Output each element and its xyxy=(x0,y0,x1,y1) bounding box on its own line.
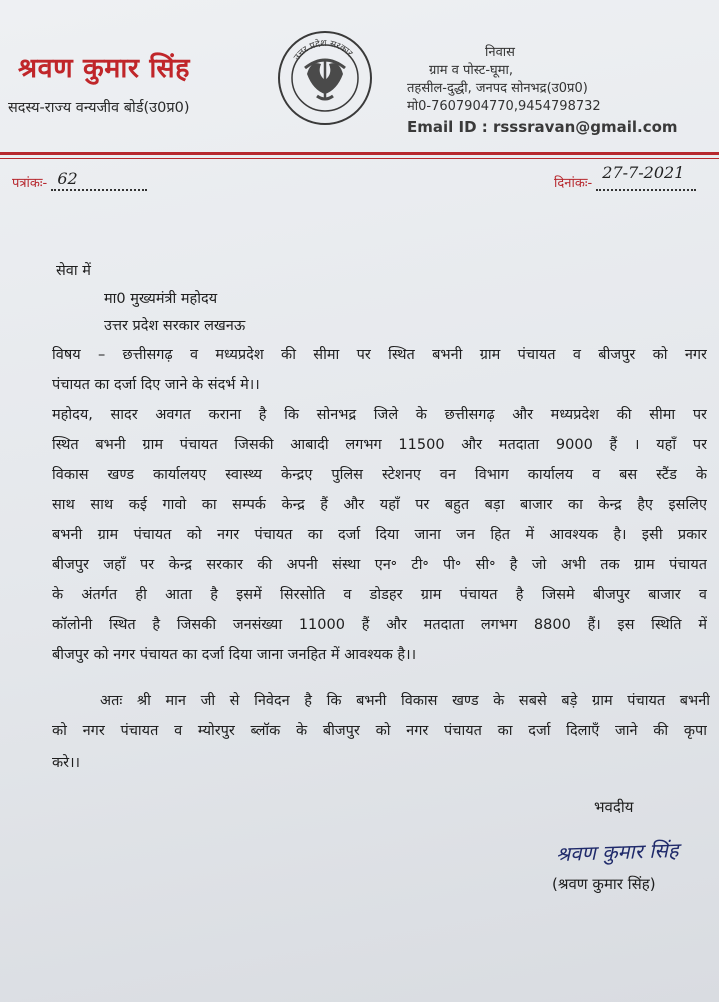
body-line: करे।। xyxy=(52,755,81,771)
signatory-name: (श्रवण कुमार सिंह) xyxy=(552,875,656,893)
reference-value: 62 xyxy=(57,169,78,188)
residence-heading: निवास xyxy=(485,45,515,60)
addressee-line-2: उत्तर प्रदेश सरकार लखनऊ xyxy=(104,318,246,334)
date-value: 27-7-2021 xyxy=(602,163,685,182)
body-line: कॉलोनी स्थित है जिसकी जनसंख्या 11000 हैं और मतदाता लगभग 8800 हैं। इस स्थिति में xyxy=(52,617,707,633)
body-line: महोदय, सादर अवगत कराना है कि सोनभद्र जिले के छत्तीसगढ़ और मध्यप्रदेश की सीमा पर xyxy=(52,407,707,423)
body-line: को नगर पंचायत व म्योरपुर ब्लॉक के बीजपुर को नगर पंचायत का दर्जा दिलाएँ जाने की कृपा xyxy=(52,723,707,739)
email-address: Email ID : rsssravan@gmail.com xyxy=(407,118,678,136)
emblem-text: उत्तर प्रदेश सरकार xyxy=(292,38,355,63)
sender-name: श्रवण कुमार सिंह xyxy=(18,53,190,84)
addressee-line-1: मा0 मुख्यमंत्री महोदय xyxy=(104,291,218,307)
body-line: विषय – छत्तीसगढ़ व मध्यप्रदेश की सीमा पर स्थित बभनी ग्राम पंचायत व बीजपुर को नगर xyxy=(52,347,707,363)
body-line: बीजपुर जहाँ पर केन्द्र सरकार की अपनी संस्था एन॰ टी॰ पी॰ सी॰ है जो अभी तक ग्राम पंचायत xyxy=(52,557,707,573)
body-line: बभनी ग्राम पंचायत को नगर पंचायत का दर्जा दिया जाना जन हित में आवश्यक है। इसी प्रकार xyxy=(52,527,707,543)
header-divider xyxy=(0,152,719,155)
up-government-emblem-icon xyxy=(277,30,373,126)
date-label: दिनांकः- xyxy=(554,176,593,191)
body-line: साथ साथ कई गावो का सम्पर्क केन्द्र हैं और यहाँ पर बहुत बड़ा बाजार का केन्द्र हैए इसलिए xyxy=(52,497,707,513)
date-dotted-line xyxy=(596,163,696,191)
handwritten-signature: श्रवण कुमार सिंह xyxy=(555,837,679,867)
address-line-1: ग्राम व पोस्ट-घूमा, xyxy=(429,63,513,78)
header-divider-thin xyxy=(0,158,719,159)
body-line: के अंतर्गत ही आता है इसमें सिरसोति व डोडहर ग्राम पंचायत है जिसमे बीजपुर बाजार व xyxy=(52,587,707,603)
valediction: भवदीय xyxy=(594,798,634,816)
body-line: बीजपुर को नगर पंचायत का दर्जा दिया जाना जनहित में आवश्यक है।। xyxy=(52,647,417,663)
salutation-to: सेवा में xyxy=(56,263,91,279)
reference-dotted-line xyxy=(51,169,147,191)
body-line: विकास खण्ड कार्यालयए स्वास्थ्य केन्द्रए पुलिस स्टेशनए वन विभाग कार्यालय व बस स्टैंड के xyxy=(52,467,707,483)
letter-date xyxy=(554,163,696,191)
reference-label: पत्रांकः- xyxy=(12,176,48,191)
sender-address xyxy=(407,44,707,136)
reference-number xyxy=(12,169,147,191)
address-line-2: तहसील-दुद्धी, जनपद सोनभद्र(उ0प्र0) xyxy=(407,81,588,96)
body-line: पंचायत का दर्जा दिए जाने के संदर्भ मे।। xyxy=(52,377,260,393)
body-line: स्थित बभनी ग्राम पंचायत जिसकी आबादी लगभग 11500 और मतदाता 9000 हैं । यहाँ पर xyxy=(52,437,707,453)
phone-numbers: मो0-7607904770,9454798732 xyxy=(407,99,601,114)
sender-designation: सदस्य-राज्य वन्यजीव बोर्ड(उ0प्र0) xyxy=(8,100,190,116)
body-line: अतः श्री मान जी से निवेदन है कि बभनी विकास खण्ड के सबसे बड़े ग्राम पंचायत बभनी xyxy=(100,693,710,709)
